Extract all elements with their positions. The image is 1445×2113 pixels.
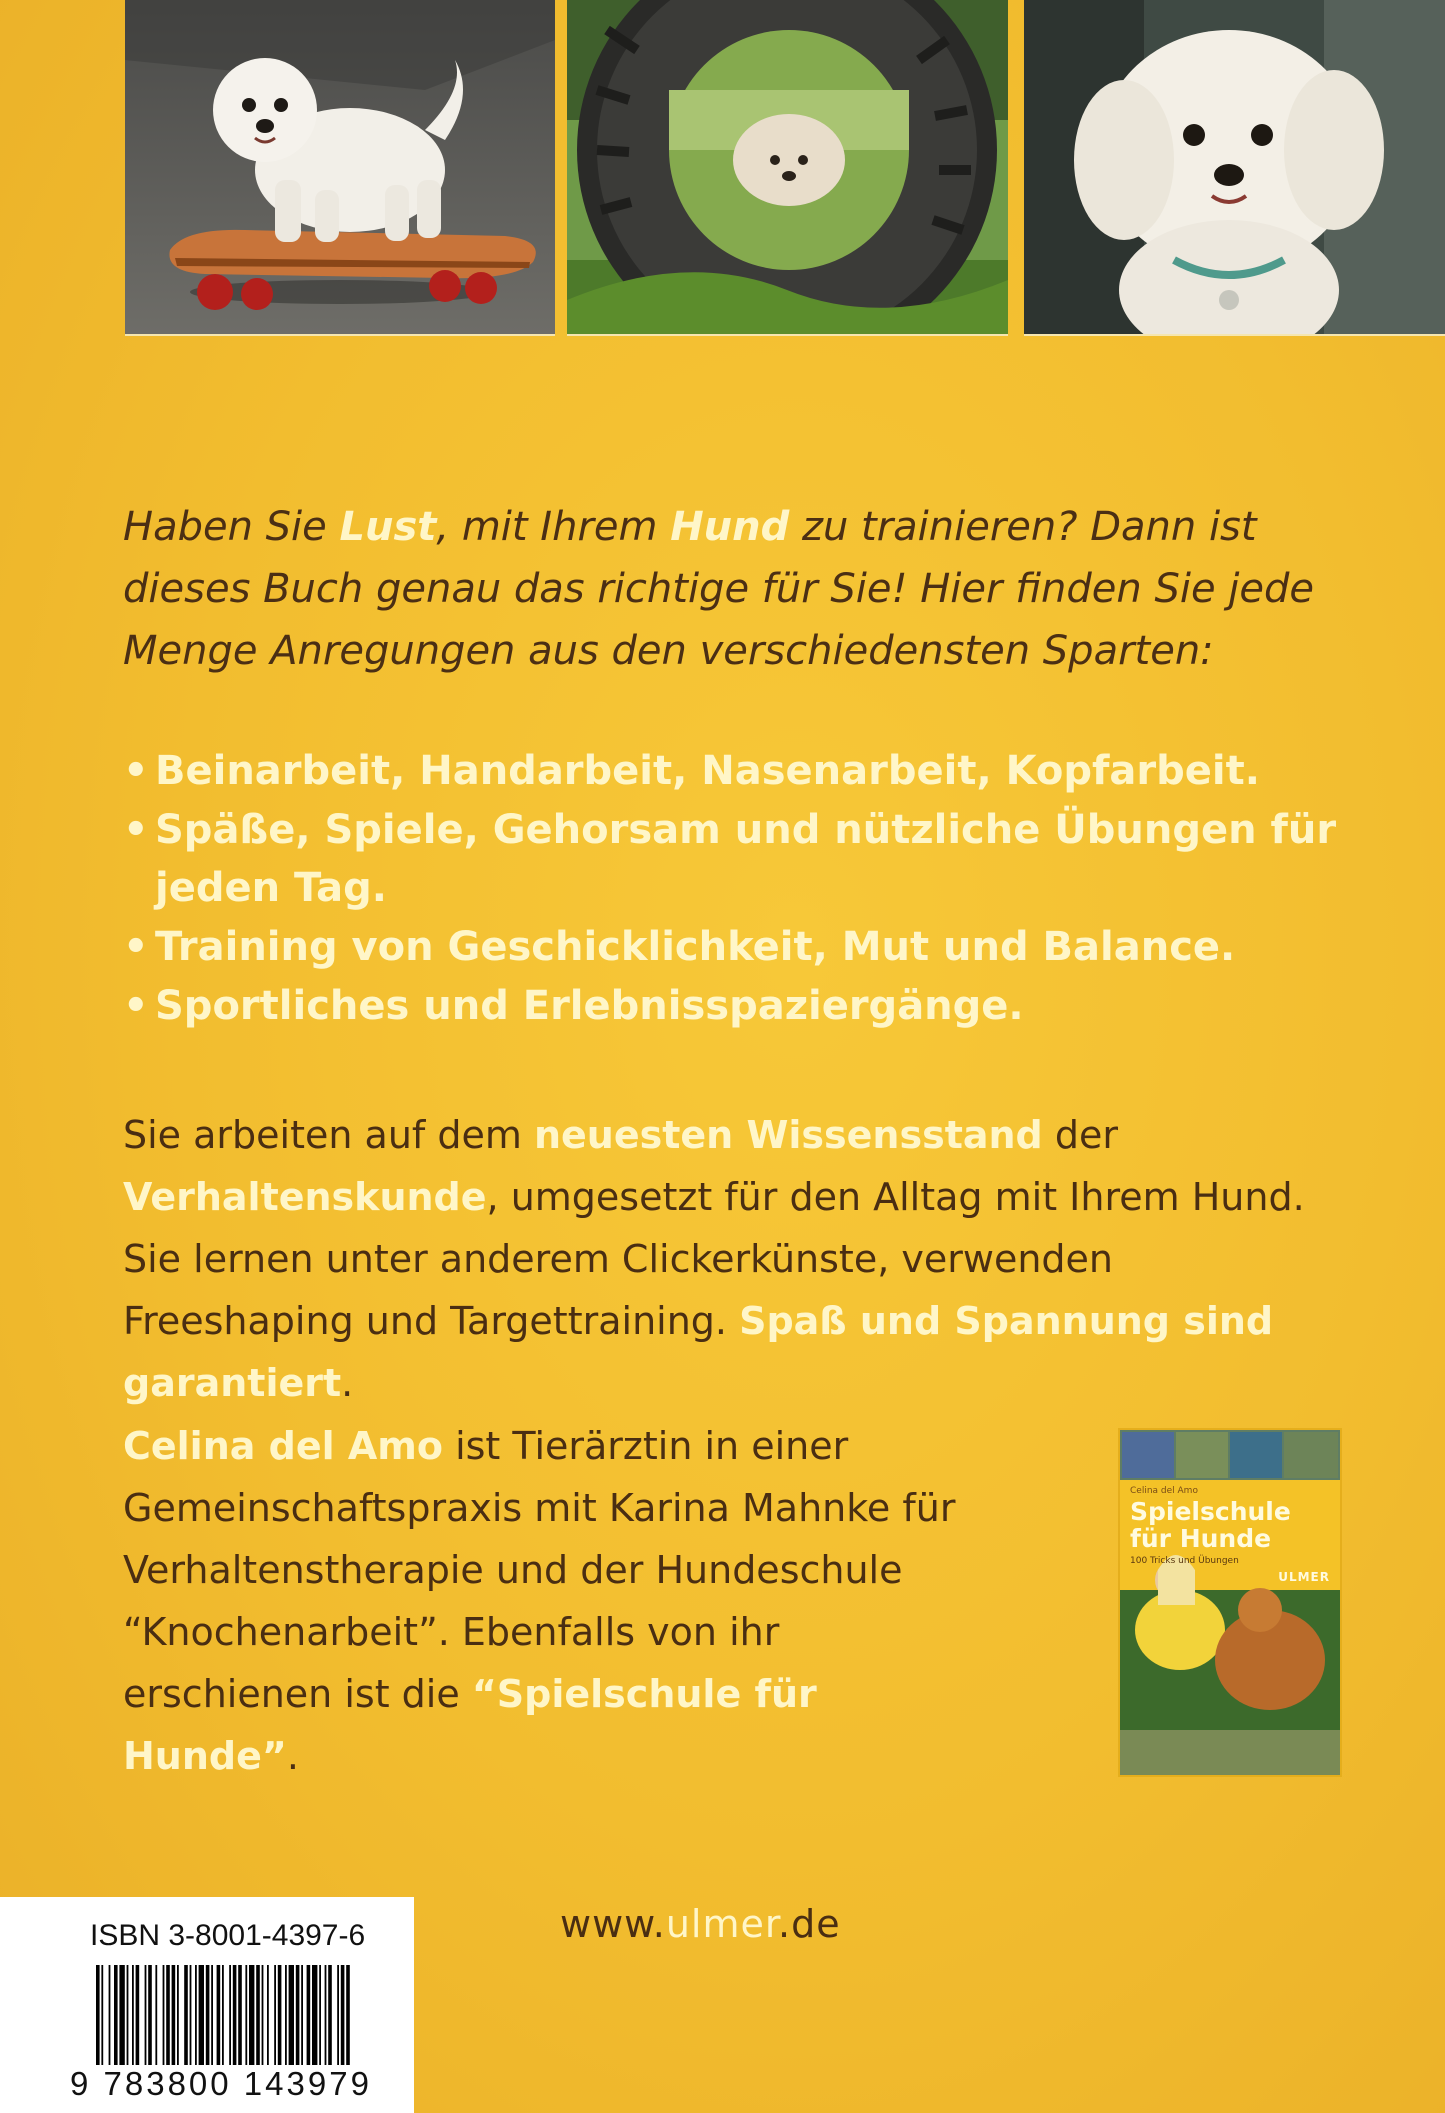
barcode-icon: [96, 1965, 414, 2065]
related-book-cover-title: Spielschule für Hunde: [1130, 1497, 1291, 1553]
bullet-dot-icon: •: [123, 748, 149, 794]
intro-text-2: , mit Ihrem: [436, 504, 671, 550]
intro-highlight-lust: Lust: [339, 504, 437, 550]
publisher-url[interactable]: www.ulmer.de: [560, 1902, 841, 1946]
barcode-box: [0, 1897, 414, 2113]
ean-digits: 9 783800 143979: [70, 2065, 372, 2102]
author-name: Celina del Amo: [123, 1424, 443, 1468]
bullet-item: • Späße, Spiele, Gehorsam und nützliche Übungen für jeden Tag.: [123, 801, 1343, 917]
dog-portrait-photo: [1024, 0, 1445, 336]
bullet-item: • Beinarbeit, Handarbeit, Nasenarbeit, Kopfarbeit.: [123, 742, 1343, 800]
feature-bullet-list: [123, 742, 1343, 1036]
dog-jumping-through-tire-photo: [567, 0, 1008, 336]
bullet-item: • Sportliches und Erlebnisspaziergänge.: [123, 977, 1343, 1035]
highlight-spass-und-spannung: Spaß und Spannung sind garantiert: [123, 1299, 1274, 1405]
bullet-dot-icon: •: [123, 807, 149, 853]
isbn-label: ISBN 3-8001-4397-6: [90, 1919, 366, 1952]
highlight-verhaltenskunde: Verhaltenskunde: [123, 1175, 487, 1219]
bullet-dot-icon: •: [123, 983, 149, 1029]
intro-paragraph: [123, 496, 1343, 682]
intro-highlight-hund: Hund: [670, 504, 790, 550]
related-book-cover: [1118, 1428, 1342, 1777]
dog-on-skateboard-photo: [125, 0, 555, 336]
bullet-item: • Training von Geschicklichkeit, Mut und Balance.: [123, 918, 1343, 976]
knowledge-paragraph: Sie arbeiten auf dem neuesten Wissensstand der Verhaltenskunde, umgesetzt für den Alltag mit Ihrem Hund. Sie lernen unter anderem Clickerkünste, verwenden Freeshaping und Targettraining. Spaß und Spannung sind garantiert.: [123, 1113, 1305, 1405]
highlight-neuesten-wissensstand: neuesten Wissensstand: [533, 1113, 1043, 1157]
publisher-logo: ULMER: [1278, 1570, 1330, 1584]
author-paragraph: Celina del Amo ist Tierärztin in einer Gemeinschaftspraxis mit Karina Mahnke für Verhaltenstherapie und der Hundeschule “Knochenarbeit”. Ebenfalls von ihr erschienen ist die “Spielschule für Hunde”.: [123, 1424, 956, 1778]
related-book-author: Celina del Amo: [1130, 1486, 1198, 1496]
intro-text-1: Haben Sie: [123, 504, 340, 550]
intro-text-3: zu trainieren? Dann ist dieses Buch genau das richtige für Sie! Hier finden Sie jede Menge Anregungen aus den verschiedensten Sparten:: [123, 504, 1314, 674]
related-book-subtitle: 100 Tricks und Übungen: [1130, 1556, 1239, 1566]
related-book-title: “Spielschule für Hunde”: [123, 1672, 817, 1778]
bullet-dot-icon: •: [123, 924, 149, 970]
